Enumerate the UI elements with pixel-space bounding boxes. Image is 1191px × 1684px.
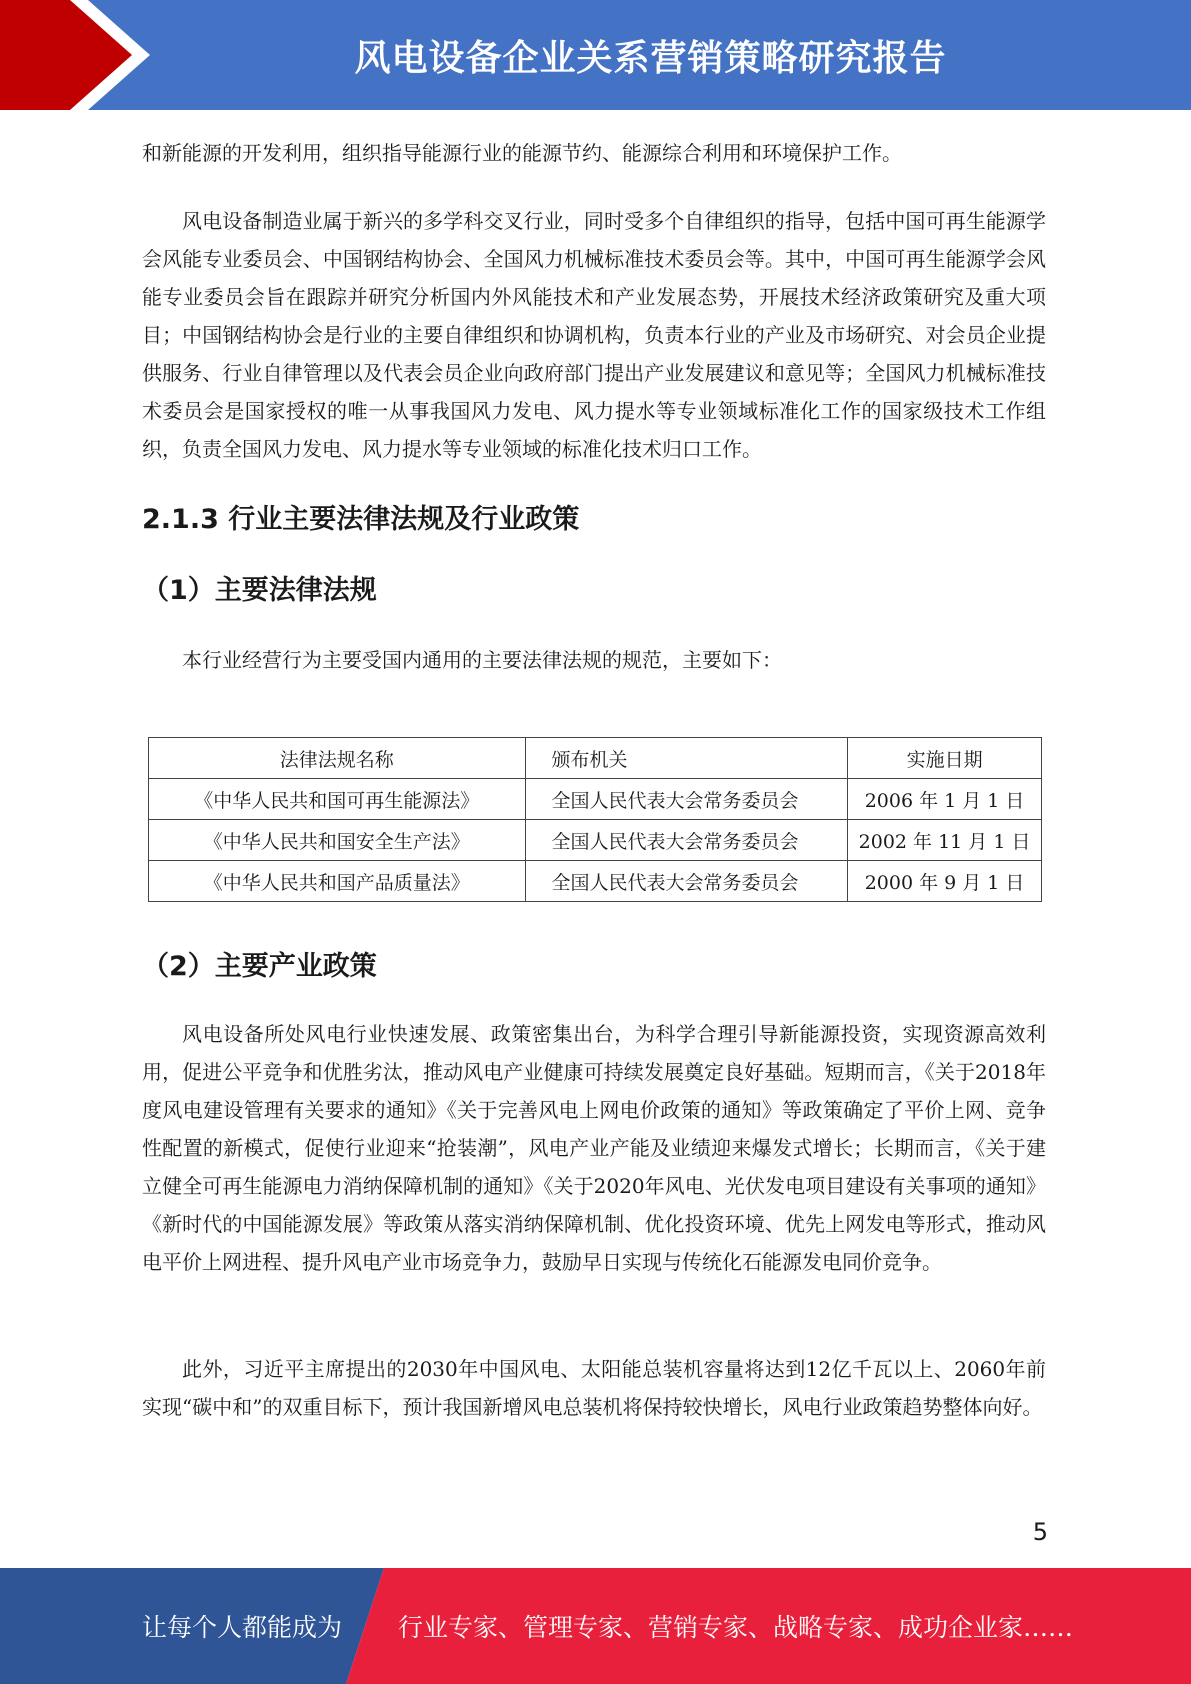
law-name-cell: 《中华人民共和国产品质量法》 xyxy=(149,861,526,902)
law-name-cell: 《中华人民共和国可再生能源法》 xyxy=(149,779,526,820)
page-footer xyxy=(0,1568,1191,1684)
paragraph-industry-policy: 风电设备所处风电行业快速发展、政策密集出台，为科学合理引导新能源投资，实现资源高效利用，促进公平竞争和优胜劣汰，推动风电产业健康可持续发展奠定良好基础。短期而言，《关于2018年度风电建设管理有关要求的通知》《关于完善风电上网电价政策的通知》等政策确定了平价上网、竞争性配置的新模式，促使行业迎来“抢装潮”，风电产业产能及业绩迎来爆发式增长；长期而言，《关于建立健全可再生能源电力消纳保障机制的通知》《关于2020年风电、光伏发电项目建设有关事项的通知》《新时代的中国能源发展》等政策从落实消纳保障机制、优化投资环境、优先上网发电等形式，推动风电平价上网进程、提升风电产业市场竞争力，鼓励早日实现与传统化石能源发电同价竞争。 xyxy=(142,1022,1046,1274)
paragraph-continuation: 和新能源的开发利用，组织指导能源行业的能源节约、能源综合利用和环境保护工作。 xyxy=(142,141,902,165)
effective-date-cell: 2002 年 11 月 1 日 xyxy=(848,820,1042,861)
paragraph-laws-intro: 本行业经营行为主要受国内通用的主要法律法规的规范，主要如下： xyxy=(182,648,782,672)
laws-table xyxy=(148,737,1042,902)
table-row xyxy=(149,861,1042,902)
table-row xyxy=(149,779,1042,820)
footer-slogan-right: 行业专家、管理专家、营销专家、战略专家、成功企业家…… xyxy=(398,1613,1074,1642)
page-header xyxy=(0,0,1191,110)
effective-date-cell: 2006 年 1 月 1 日 xyxy=(848,779,1042,820)
issuer-cell: 全国人民代表大会常务委员会 xyxy=(525,861,848,902)
paragraph-self-regulatory-orgs: 风电设备制造业属于新兴的多学科交叉行业，同时受多个自律组织的指导，包括中国可再生能源学会风能专业委员会、中国钢结构协会、全国风力机械标准技术委员会等。其中，中国可再生能源学会风能专业委员会旨在跟踪并研究分析国内外风能技术和产业发展态势，开展技术经济政策研究及重大项目；中国钢结构协会是行业的主要自律组织和协调机构，负责本行业的产业及市场研究、对会员企业提供服务、行业自律管理以及代表会员企业向政府部门提出产业发展建议和意见等；全国风力机械标准技术委员会是国家授权的唯一从事我国风力发电、风力提水等专业领域标准化工作的国家级技术工作组织，负责全国风力发电、风力提水等专业领域的标准化技术归口工作。 xyxy=(142,209,1046,461)
table-header-cell: 颁布机关 xyxy=(525,738,848,779)
report-title: 风电设备企业关系营销策略研究报告 xyxy=(354,37,947,79)
subheading-laws: （1）主要法律法规 xyxy=(142,575,377,606)
table-row xyxy=(149,820,1042,861)
effective-date-cell: 2000 年 9 月 1 日 xyxy=(848,861,1042,902)
issuer-cell: 全国人民代表大会常务委员会 xyxy=(525,820,848,861)
law-name-cell: 《中华人民共和国安全生产法》 xyxy=(149,820,526,861)
subheading-policies: （2）主要产业政策 xyxy=(142,951,377,982)
table-header-cell: 法律法规名称 xyxy=(149,738,526,779)
paragraph-carbon-goals: 此外，习近平主席提出的2030年中国风电、太阳能总装机容量将达到12亿千瓦以上、2060年前实现“碳中和”的双重目标下，预计我国新增风电总装机将保持较快增长，风电行业政策趋势整体向好。 xyxy=(142,1357,1046,1419)
footer-slogan-left: 让每个人都能成为 xyxy=(142,1613,343,1642)
page-number: 5 xyxy=(1032,1518,1048,1546)
section-heading: 2.1.3 行业主要法律法规及行业政策 xyxy=(142,504,580,535)
table-header-cell: 实施日期 xyxy=(848,738,1042,779)
table-header-row xyxy=(149,738,1042,779)
issuer-cell: 全国人民代表大会常务委员会 xyxy=(525,779,848,820)
